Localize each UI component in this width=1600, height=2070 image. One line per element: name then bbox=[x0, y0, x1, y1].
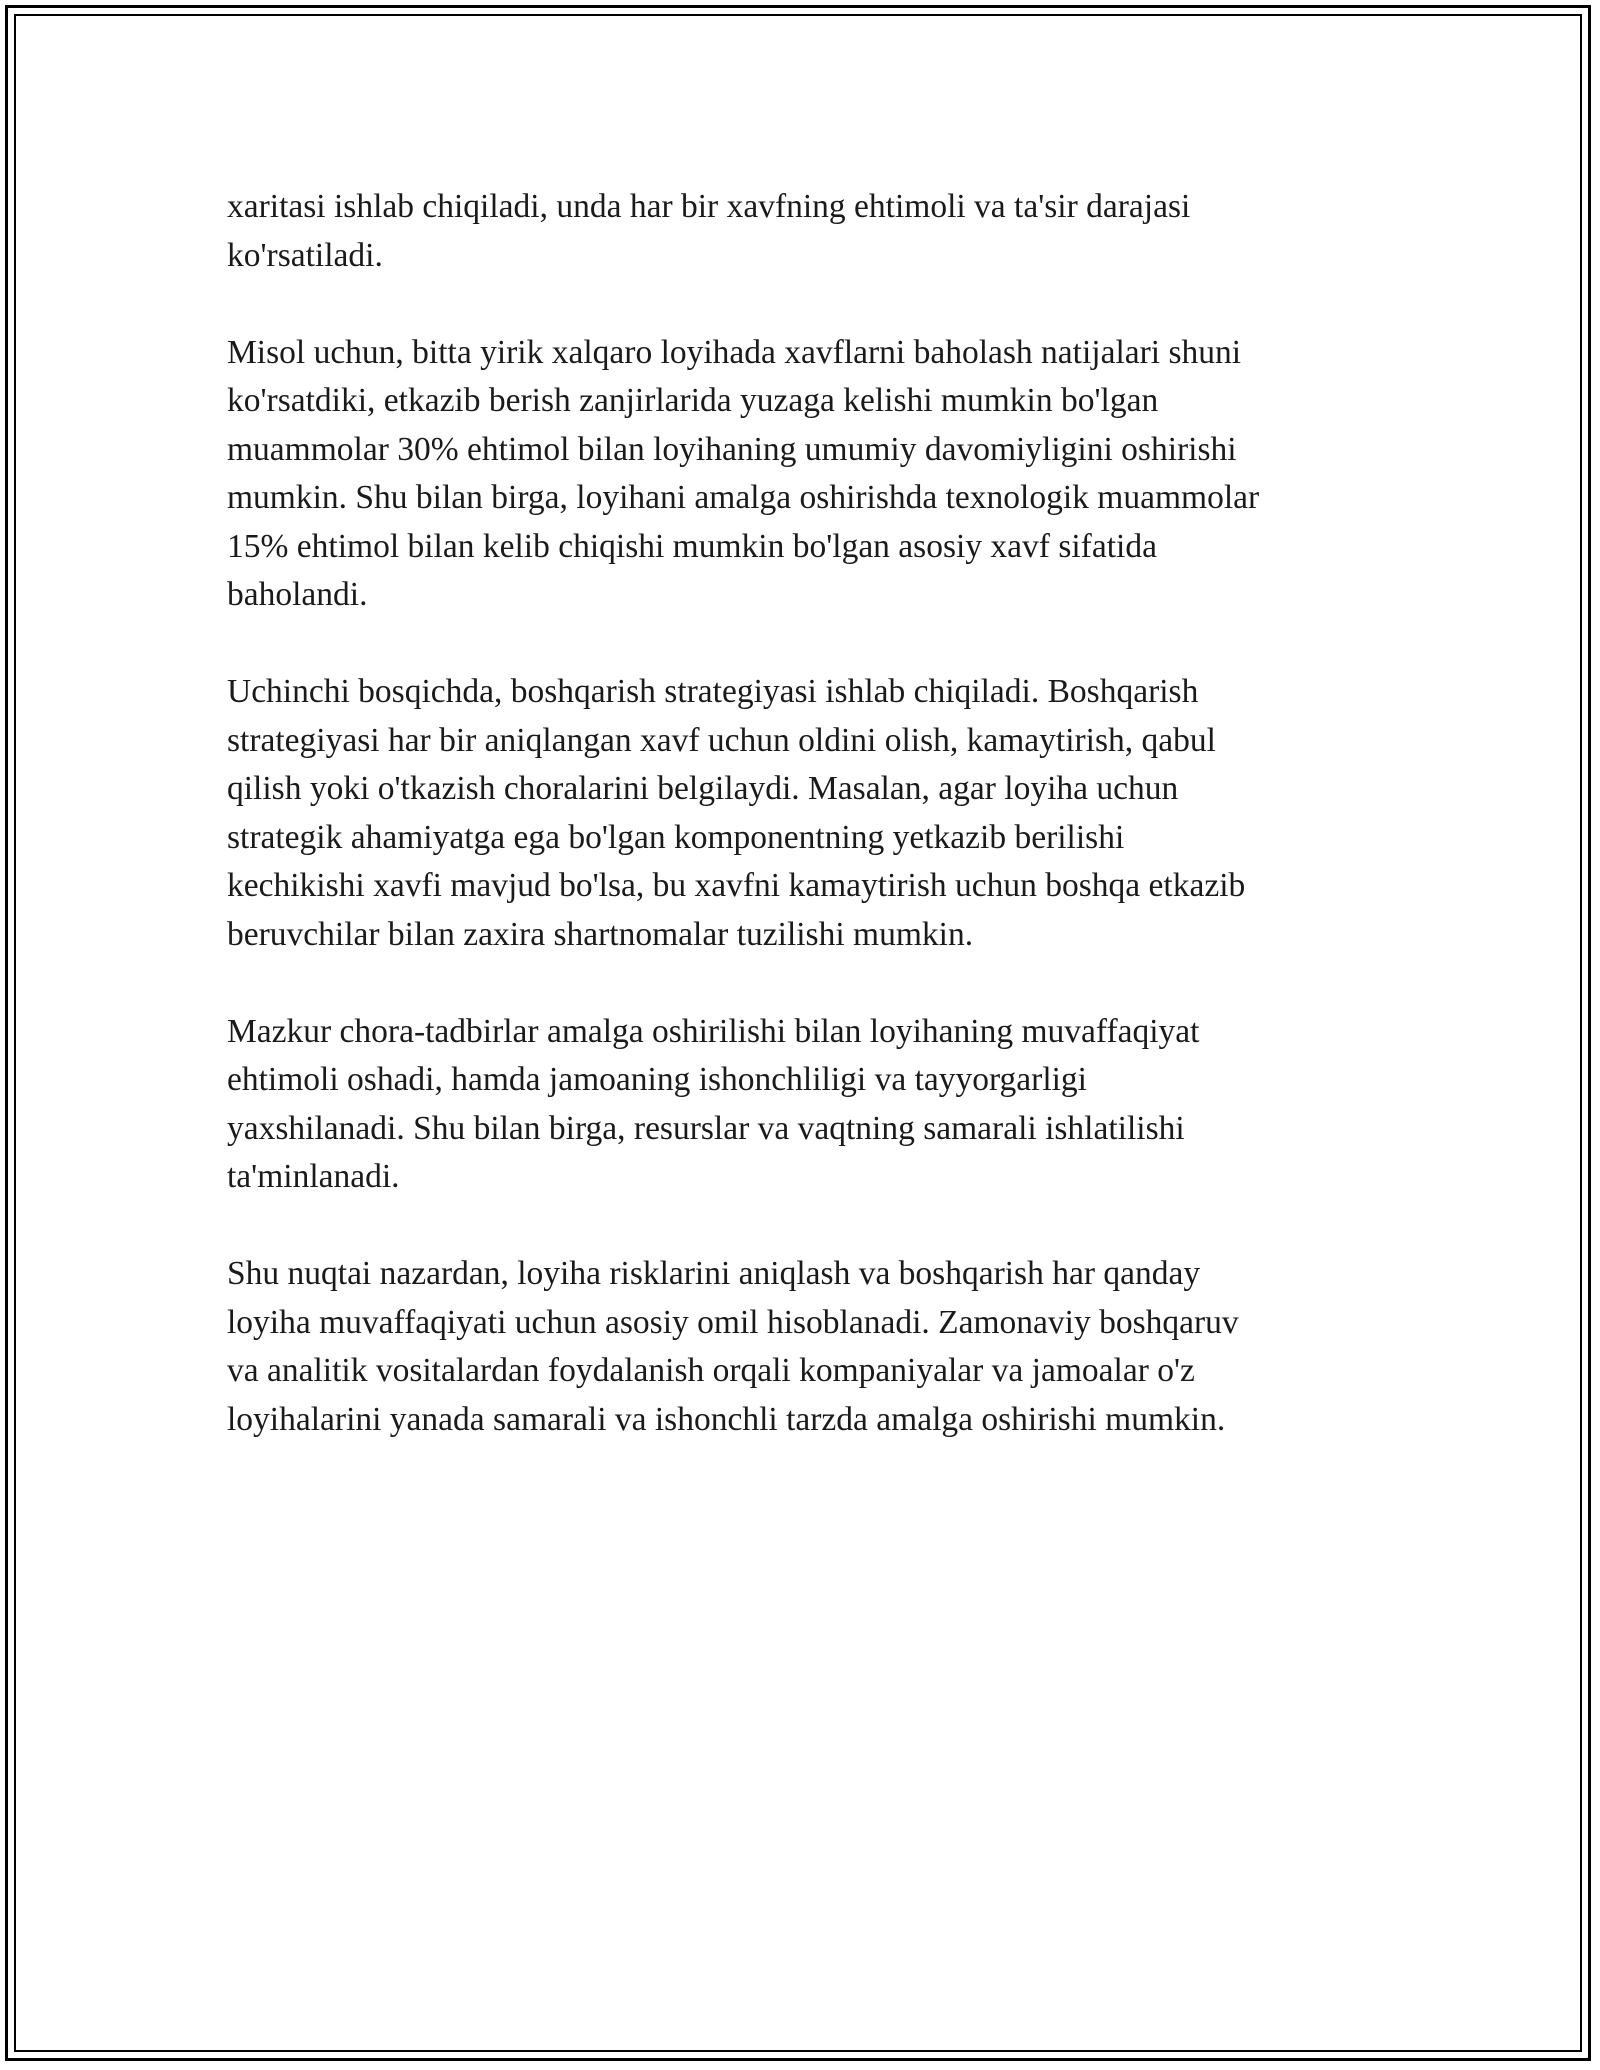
paragraph-2: Misol uchun, bitta yirik xalqaro loyihada xavflarni baholash natijalari shuni ko'rsatdiki, etkazib berish zanjirlarida yuzaga kelishi mumkin bo'lgan muammolar 30% ehtimol bilan loyihaning umumiy davomiyligini oshirishi mumkin. Shu bilan birga, loyihani amalga oshirishda texnologik muammolar 15% ehtimol bilan kelib chiqishi mumkin bo'lgan asosiy xavf sifatida baholandi. bbox=[227, 333, 1260, 613]
paragraph-1: xaritasi ishlab chiqiladi, unda har bir xavfning ehtimoli va ta'sir darajasi ko'rsatiladi. bbox=[227, 188, 1191, 274]
paragraph-5: Shu nuqtai nazardan, loyiha risklarini aniqlash va boshqarish har qanday loyiha muvaffaqiyati uchun asosiy omil hisoblanadi. Zamonaviy boshqaruv va analitik vositalardan foydalanish orqali kompaniyalar va jamoalar o'z loyihalarini yanada samarali va ishonchli tarzda amalga oshirishi mumkin. bbox=[227, 1255, 1239, 1438]
paragraph-4: Mazkur chora-tadbirlar amalga oshirilishi bilan loyihaning muvaffaqiyat ehtimoli oshadi, hamda jamoaning ishonchliligi va tayyorgarligi yaxshilanadi. Shu bilan birga, resurslar va vaqtning samarali ishlatilishi ta'minlanadi. bbox=[227, 1012, 1200, 1195]
paragraph-3: Uchinchi bosqichda, boshqarish strategiyasi ishlab chiqiladi. Boshqarish strategiyasi har bir aniqlangan xavf uchun oldini olish, kamaytirish, qabul qilish yoki o'tkazish choralarini belgilaydi. Masalan, agar loyiha uchun strategik ahamiyatga ega bo'lgan komponentning yetkazib berilishi kechikishi xavfi mavjud bo'lsa, bu xavfni kamaytirish uchun boshqa etkazib beruvchilar bilan zaxira shartnomalar tuzilishi mumkin. bbox=[227, 673, 1246, 953]
document-body bbox=[227, 183, 1387, 1493]
